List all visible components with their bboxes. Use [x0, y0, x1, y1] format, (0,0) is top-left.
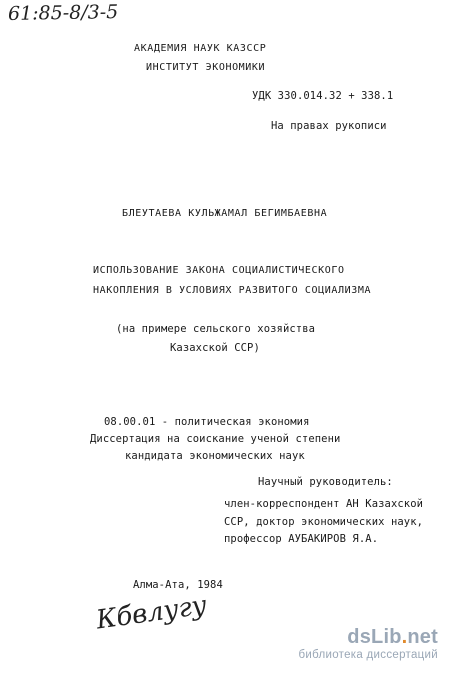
institute-name: ИНСТИТУТ ЭКОНОМИКИ: [146, 62, 266, 73]
dslib-watermark-logo: [263, 626, 438, 666]
degree-line-2: кандидата экономических наук: [125, 450, 305, 462]
brand-dot: .: [401, 626, 408, 648]
academy-name: АКАДЕМИЯ НАУК КАЗССР: [134, 43, 267, 54]
author-name: БЛЕУТАЕВА КУЛЬЖАМАЛ БЕГИМБАЕВНА: [122, 208, 328, 219]
specialty-code: 08.00.01 - политическая экономия: [104, 416, 310, 428]
supervisor-label: Научный руководитель:: [258, 476, 393, 488]
supervisor-line-1: член-корреспондент АН Казахской: [224, 498, 424, 510]
supervisor-line-3: профессор АУБАКИРОВ Я.А.: [224, 533, 379, 545]
handwritten-signature: Кбвлугу: [94, 590, 209, 636]
handwritten-call-number: 61:85-8/3-5: [7, 1, 119, 25]
degree-line-1: Диссертация на соискание ученой степени: [90, 433, 341, 445]
place-year: Алма-Ата, 1984: [133, 579, 223, 591]
watermark-brand: [263, 626, 438, 649]
watermark-tagline: библиотека диссертаций: [298, 649, 438, 661]
brand-prefix: dsLib: [347, 626, 402, 648]
title-line-2: НАКОПЛЕНИЯ В УСЛОВИЯХ РАЗВИТОГО СОЦИАЛИЗМА: [93, 285, 372, 296]
title-subtitle-line-1: (на примере сельского хозяйства: [116, 323, 316, 335]
udk-code: УДК 330.014.32 + 338.1: [252, 90, 394, 102]
title-line-1: ИСПОЛЬЗОВАНИЕ ЗАКОНА СОЦИАЛИСТИЧЕСКОГО: [93, 265, 345, 276]
title-subtitle-line-2: Казахской ССР): [170, 342, 260, 354]
brand-suffix: net: [407, 626, 438, 648]
supervisor-line-2: ССР, доктор экономических наук,: [224, 516, 424, 528]
rights-note: На правах рукописи: [271, 120, 387, 132]
